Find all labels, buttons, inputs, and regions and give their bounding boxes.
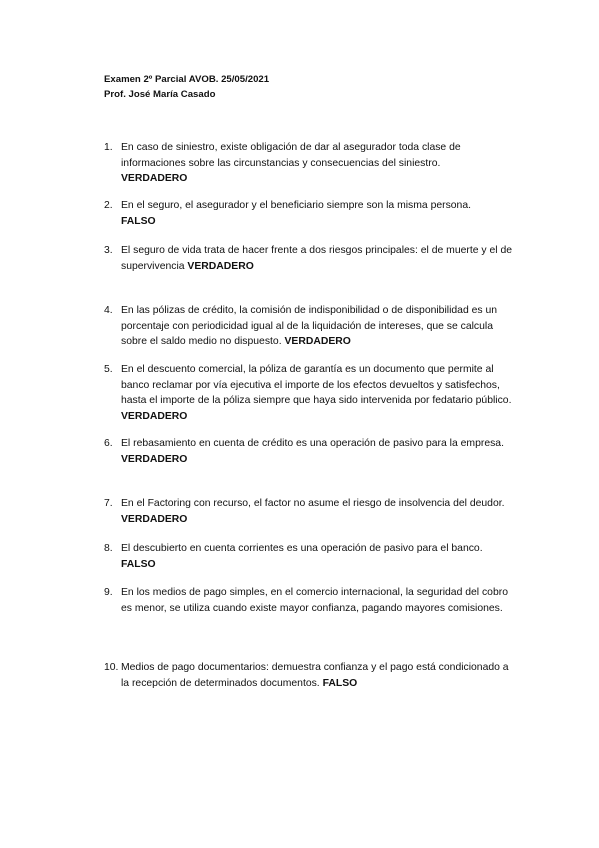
question-text: En caso de siniestro, existe obligación de dar al asegurador toda clase de informaciones sobre las circunstancias y consecuencias del siniestro. xyxy=(121,142,461,169)
question-4 xyxy=(104,303,516,350)
question-text-block xyxy=(121,140,516,187)
question-number: 6. xyxy=(104,438,113,449)
question-number: 3. xyxy=(104,245,113,256)
question-answer: VERDADERO xyxy=(121,173,188,185)
question-number: 2. xyxy=(104,200,113,211)
question-text-block xyxy=(121,585,516,616)
question-number: 8. xyxy=(104,543,113,554)
question-5 xyxy=(104,362,516,424)
question-6 xyxy=(104,436,516,467)
professor-name: Prof. José María Casado xyxy=(104,89,216,100)
question-text: En las pólizas de crédito, la comisión de indisponibilidad o de disponibilidad es un porcentaje con periodicidad igual al de la liquidación de intereses, que se calcula sobre el saldo medio no dispuesto. xyxy=(121,305,498,348)
question-text-block xyxy=(121,362,516,424)
question-answer: FALSO xyxy=(322,677,358,689)
question-text-block xyxy=(121,198,516,229)
question-text: El descubierto en cuenta corrientes es una operación de pasivo para el banco. xyxy=(121,543,483,554)
question-7 xyxy=(104,496,516,527)
question-number: 5. xyxy=(104,364,113,375)
question-text-block xyxy=(121,436,516,467)
question-number: 7. xyxy=(104,498,113,509)
question-9 xyxy=(104,585,516,616)
question-text: El rebasamiento en cuenta de crédito es una operación de pasivo para la empresa. xyxy=(121,438,504,449)
question-answer: VERDADERO xyxy=(121,513,188,525)
question-text: En el seguro, el asegurador y el beneficiario siempre son la misma persona. xyxy=(121,200,471,211)
question-answer: VERDADERO xyxy=(187,260,254,272)
question-1 xyxy=(104,140,516,187)
question-3 xyxy=(104,243,516,274)
question-text: En los medios de pago simples, en el comercio internacional, la seguridad del cobro es menor, se utiliza cuando existe mayor confianza, pagando mayores comisiones. xyxy=(121,587,508,614)
exam-title: Examen 2º Parcial AVOB. 25/05/2021 xyxy=(104,74,270,85)
question-text: En el Factoring con recurso, el factor no asume el riesgo de insolvencia del deudor. xyxy=(121,498,505,509)
question-answer: FALSO xyxy=(121,215,156,227)
question-text-block xyxy=(121,303,516,350)
exam-header xyxy=(104,72,269,102)
question-number: 10. xyxy=(104,662,119,673)
question-number: 4. xyxy=(104,305,113,316)
question-answer: VERDADERO xyxy=(121,410,188,422)
question-text-block xyxy=(121,243,516,274)
question-text: Medios de pago documentarios: demuestra confianza y el pago está condicionado a la recepción de determinados documentos. xyxy=(121,662,509,689)
question-2 xyxy=(104,198,516,229)
question-text: El seguro de vida trata de hacer frente a dos riesgos principales: el de muerte y el de supervivencia xyxy=(121,245,513,272)
question-text: En el descuento comercial, la póliza de garantía es un documento que permite al banco reclamar por vía ejecutiva el importe de los efectos devueltos y satisfechos, hasta el importe de la póliza siempre que haya sido intervenida por fedatario público. xyxy=(121,364,512,407)
question-number: 1. xyxy=(104,142,113,153)
question-10 xyxy=(104,660,516,691)
question-text-block xyxy=(121,660,516,691)
question-answer: VERDADERO xyxy=(284,336,351,348)
question-answer: VERDADERO xyxy=(121,453,188,465)
question-text-block xyxy=(121,496,516,527)
question-answer: FALSO xyxy=(121,558,156,570)
question-number: 9. xyxy=(104,587,113,598)
question-text-block xyxy=(121,541,516,572)
question-8 xyxy=(104,541,516,572)
